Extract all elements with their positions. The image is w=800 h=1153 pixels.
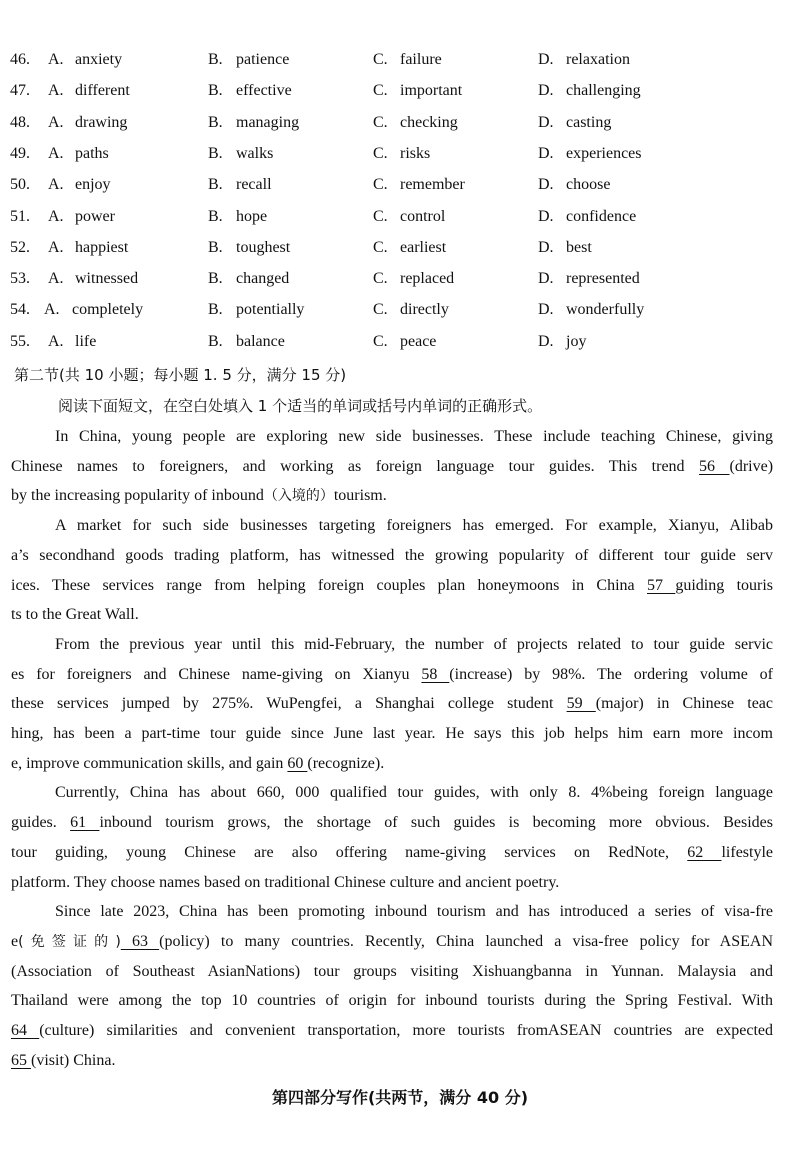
option-letter: B. (208, 207, 223, 225)
question-number: 51. (10, 207, 30, 225)
option-letter: A. (48, 144, 64, 162)
option-letter: D. (538, 51, 554, 68)
option-letter: C. (373, 176, 388, 194)
option-letter: D. (538, 176, 554, 194)
passage-line: Thailand were among the top 10 countries of origin for inbound tourists during the Spring Festival. With (11, 992, 773, 1010)
option-letter: A. (48, 332, 64, 350)
passage-line: From the previous year until this mid-February, the number of projects related to tour guide servic (55, 635, 773, 653)
option-c: directly (400, 301, 449, 319)
passage-line: by the increasing popularity of inbound（入境的）tourism. (11, 487, 387, 505)
option-letter: A. (48, 207, 64, 225)
passage-line: Since late 2023, China has been promoting inbound tourism and has introduced a series of visa-fre (55, 903, 773, 921)
option-d: experiences (566, 144, 642, 162)
question-row (0, 107, 800, 138)
question-number: 49. (10, 144, 30, 162)
option-letter: D. (538, 238, 554, 256)
option-d: represented (566, 270, 640, 288)
option-letter: A. (48, 51, 64, 68)
passage-line: these services jumped by 275%. WuPengfei, a Shanghai college student 59 (major) in Chinese teac (11, 695, 774, 713)
option-c: remember (400, 176, 465, 194)
option-c: control (400, 207, 446, 225)
option-letter: B. (208, 301, 223, 319)
passage-line: platform. They choose names based on traditional Chinese culture and ancient poetry. (11, 873, 560, 891)
option-letter: A. (48, 176, 64, 194)
question-number: 47. (10, 82, 30, 100)
option-d: joy (566, 332, 587, 350)
option-letter: B. (208, 332, 223, 350)
blank-61: 61 (70, 814, 100, 832)
option-d: choose (566, 176, 611, 194)
option-letter: D. (538, 270, 554, 288)
option-c: checking (400, 113, 458, 131)
option-c: earliest (400, 238, 447, 256)
option-b: potentially (236, 301, 305, 319)
option-letter: A. (48, 82, 64, 100)
passage-line: es for foreigners and Chinese name-giving on Xianyu 58 (increase) by 98%. The ordering volume of (11, 665, 774, 683)
question-number: 55. (10, 332, 30, 350)
option-c: risks (400, 144, 431, 162)
option-letter: B. (208, 176, 223, 194)
option-letter: B. (208, 113, 223, 131)
option-letter: D. (538, 332, 554, 350)
option-b: toughest (236, 238, 291, 256)
passage-line: 65 (visit) China. (11, 1051, 116, 1069)
option-a: different (75, 82, 130, 100)
option-letter: A. (44, 301, 60, 319)
passage-line: 64 (culture) similarities and convenient transportation, more tourists fromASEAN countries are expected (11, 1022, 773, 1039)
option-b: changed (236, 270, 290, 288)
option-c: replaced (400, 270, 455, 288)
passage-line: ts to the Great Wall. (11, 606, 139, 624)
option-letter: B. (208, 51, 223, 68)
option-b: hope (236, 207, 268, 225)
question-row (0, 326, 800, 357)
question-row (0, 169, 800, 200)
question-row (0, 263, 800, 294)
blank-63: 63 (120, 932, 160, 950)
option-letter: C. (373, 270, 388, 288)
option-a: witnessed (75, 270, 139, 288)
passage-line: ices. These services range from helping foreign couples plan honeymoons in China 57 guiding touris (11, 576, 774, 594)
option-letter: B. (208, 270, 223, 288)
option-a: drawing (75, 113, 128, 131)
passage-line: a’s secondhand goods trading platform, has witnessed the growing popularity of different tour guide serv (11, 546, 773, 564)
option-letter: A. (48, 270, 64, 288)
option-letter: C. (373, 82, 388, 100)
option-b: managing (236, 113, 300, 131)
question-row (0, 75, 800, 106)
option-letter: C. (373, 113, 388, 131)
blank-65: 65 (11, 1051, 31, 1069)
blank-57: 57 (647, 576, 676, 594)
option-a: paths (75, 144, 109, 162)
blank-60: 60 (287, 754, 308, 772)
passage-line: (Association of Southeast AsianNations) tour groups visiting Xishuangbanna in Yunnan. Malaysia and (11, 962, 773, 980)
option-letter: C. (373, 51, 388, 68)
option-letter: C. (373, 207, 388, 225)
question-number: 50. (10, 176, 30, 194)
option-letter: D. (538, 82, 554, 100)
option-letter: A. (48, 238, 64, 256)
option-a: completely (72, 301, 144, 319)
option-d: confidence (566, 207, 637, 225)
option-a: enjoy (75, 176, 111, 194)
option-letter: B. (208, 82, 223, 100)
option-a: life (75, 332, 97, 350)
question-number: 46. (10, 51, 30, 68)
option-letter: C. (373, 332, 388, 350)
question-row (0, 232, 800, 263)
passage-line: e(免签证的) 63 (policy) to many countries. Recently, China launched a visa-free policy for ASEAN (11, 932, 774, 950)
option-b: walks (236, 144, 274, 162)
option-letter: B. (208, 144, 223, 162)
option-letter: D. (538, 301, 554, 319)
blank-56: 56 (699, 457, 730, 475)
passage-line: In China, young people are exploring new side businesses. These include teaching Chinese, giving (55, 428, 773, 445)
option-b: patience (236, 51, 290, 68)
question-row (0, 138, 800, 169)
option-a: anxiety (75, 51, 123, 68)
question-number: 48. (10, 113, 30, 131)
option-d: best (566, 238, 592, 256)
blank-62: 62 (687, 843, 722, 861)
passage-line: A market for such side businesses targeting foreigners has emerged. For example, Xianyu, Alibab (55, 517, 773, 535)
option-b: effective (236, 82, 292, 100)
option-a: happiest (75, 238, 129, 256)
option-letter: A. (48, 113, 64, 131)
passage-line: tour guiding, young Chinese are also offering name-giving services on RedNote, 62 lifestyle (11, 843, 774, 861)
option-letter: C. (373, 301, 388, 319)
option-letter: D. (538, 144, 554, 162)
blank-58: 58 (421, 665, 450, 683)
question-number: 52. (10, 238, 30, 256)
option-b: recall (236, 176, 272, 194)
question-number: 53. (10, 270, 30, 288)
part-four-heading: 第四部分写作(共两节，满分 40 分) (271, 1088, 529, 1107)
passage-line: e, improve communication skills, and gain 60 (recognize). (11, 754, 385, 772)
option-b: balance (236, 332, 285, 350)
instruction-text: 阅读下面短文，在空白处填入 1 个适当的单词或括号内单词的正确形式。 (58, 397, 543, 415)
option-letter: B. (208, 238, 223, 256)
option-letter: D. (538, 113, 554, 131)
option-d: casting (566, 113, 612, 131)
blank-59: 59 (566, 695, 596, 713)
option-c: peace (400, 332, 437, 350)
option-c: important (400, 82, 463, 100)
option-d: wonderfully (566, 301, 645, 319)
question-row (0, 201, 800, 232)
passage-line: Currently, China has about 660, 000 qualified tour guides, with only 8. 4%being foreign language (55, 784, 773, 802)
option-letter: C. (373, 238, 388, 256)
passage-line: hing, has been a part-time tour guide since June last year. He says this job helps him earn more incom (11, 725, 773, 742)
blank-64: 64 (11, 1022, 40, 1039)
option-letter: D. (538, 207, 554, 225)
option-letter: C. (373, 144, 388, 162)
passage-line: Chinese names to foreigners, and working as foreign language tour guides. This trend 56 (drive) (11, 457, 774, 475)
section-title: 第二节(共 10 小题；每小题 1. 5 分，满分 15 分) (14, 366, 347, 384)
option-d: relaxation (566, 51, 630, 68)
option-d: challenging (566, 82, 641, 100)
passage-line: guides. 61 inbound tourism grows, the shortage of such guides is becoming more obvious. Besides (11, 814, 774, 832)
question-row (0, 294, 800, 325)
question-number: 54. (10, 301, 30, 319)
question-row (0, 44, 800, 75)
option-c: failure (400, 51, 442, 68)
option-a: power (75, 207, 115, 225)
